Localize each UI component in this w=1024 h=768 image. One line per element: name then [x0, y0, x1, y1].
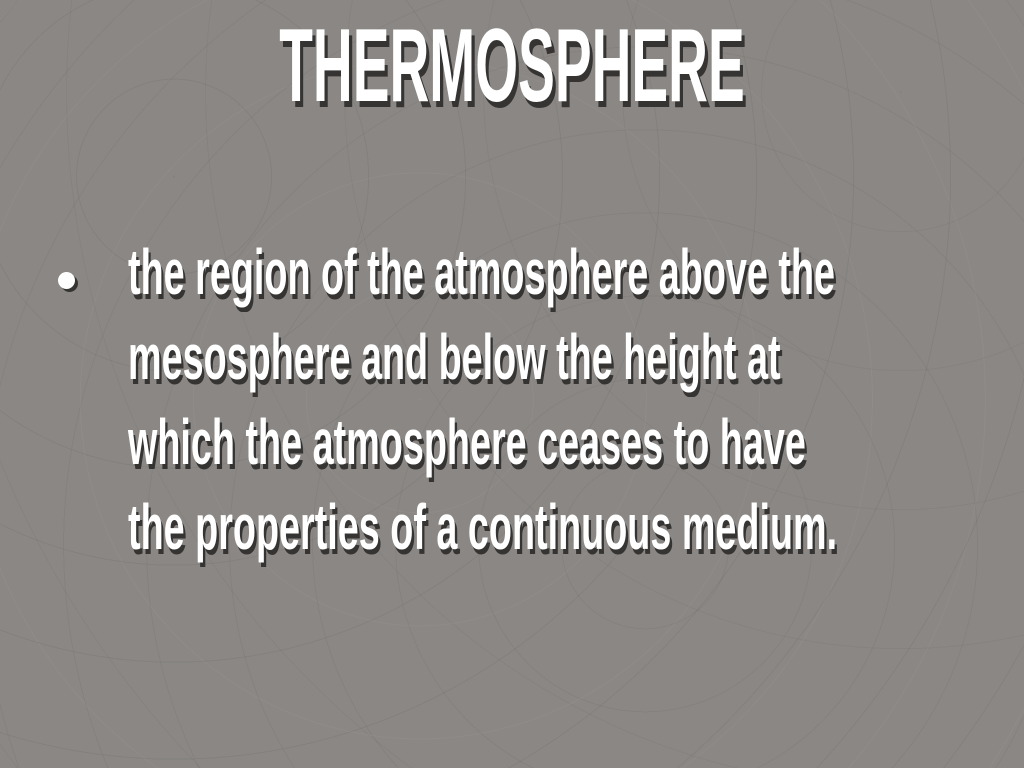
bullet-text-line: the properties of a continuous medium. [128, 491, 838, 563]
bullet-text-line: mesosphere and below the height at [128, 321, 781, 393]
bullet-text-line: which the atmosphere ceases to have [128, 406, 806, 478]
bullet-text-line: the region of the atmosphere above the [128, 236, 836, 308]
bullet-text [128, 230, 1024, 570]
slide-title: THERMOSPHERE [279, 8, 745, 124]
bullet-icon [58, 272, 75, 289]
